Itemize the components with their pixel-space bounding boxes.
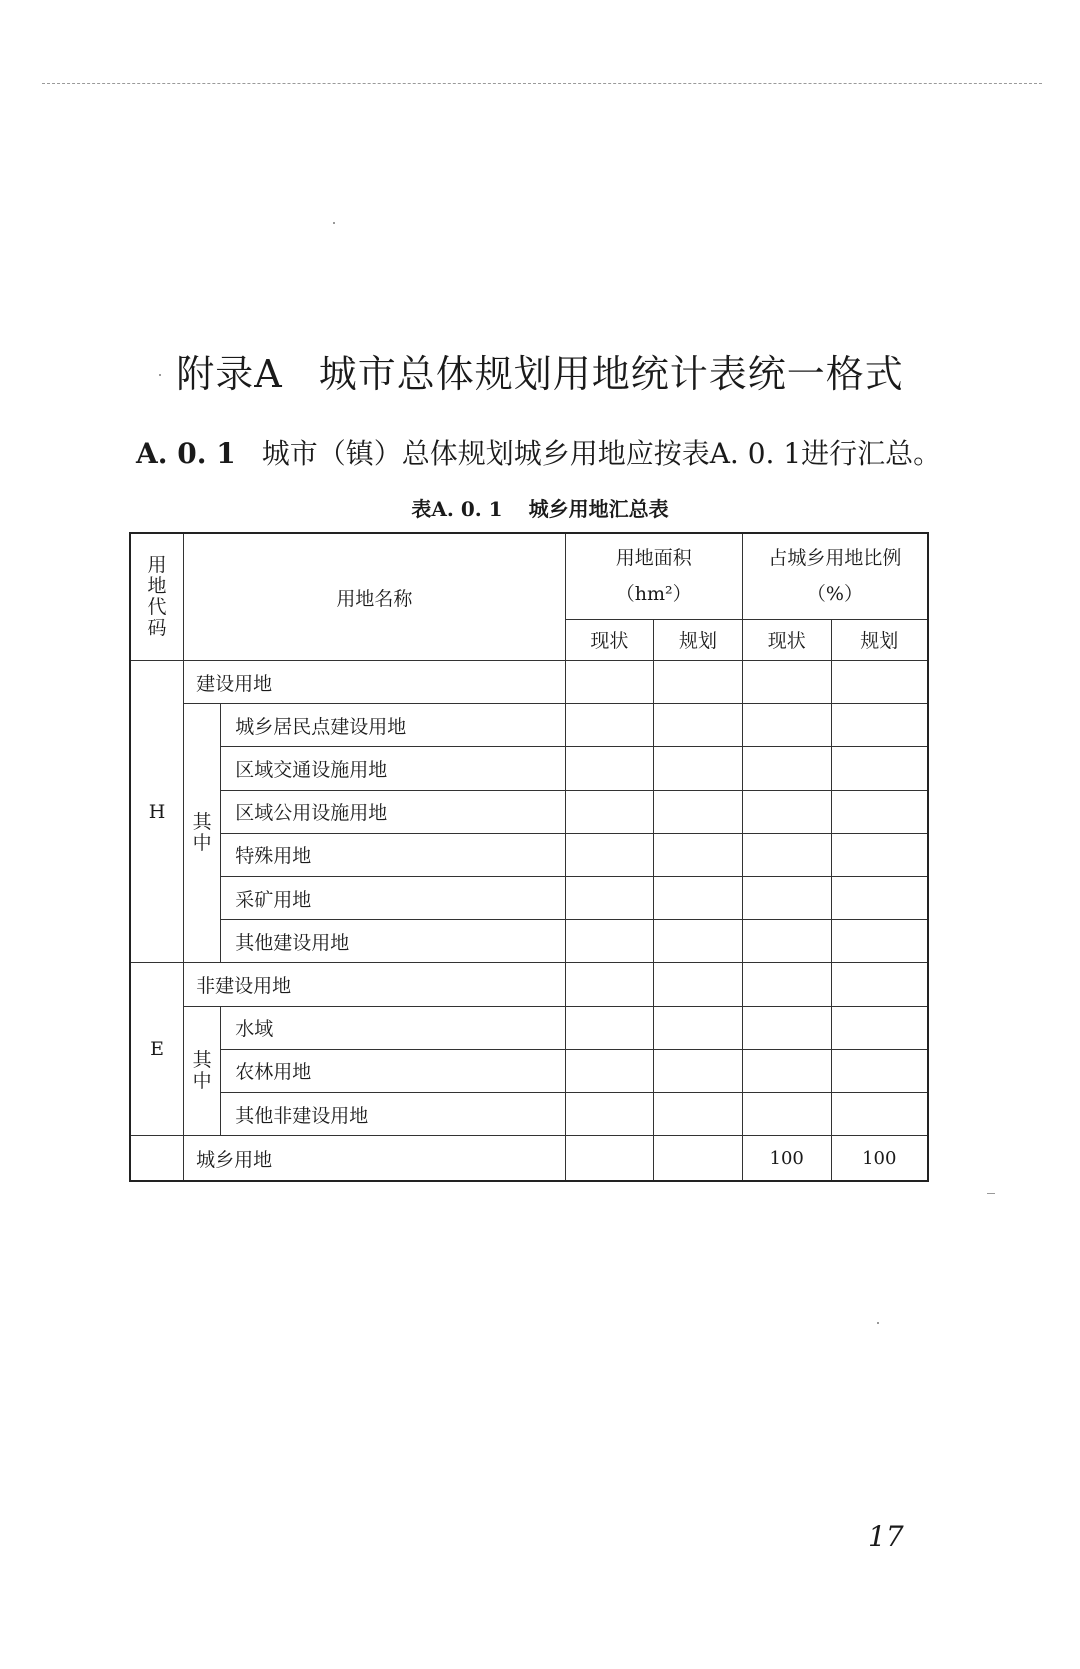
item-name: 农林用地 [221, 1049, 565, 1092]
group-name-construction: 建设用地 [184, 661, 565, 704]
clause-paragraph [136, 432, 941, 472]
item-name: 采矿用地 [221, 876, 565, 919]
item-name: 其他非建设用地 [221, 1092, 565, 1135]
table-row [130, 920, 928, 963]
table-row [130, 833, 928, 876]
table-row-total [130, 1136, 928, 1181]
total-ratio-current: 100 [742, 1136, 831, 1181]
table-row [130, 747, 928, 790]
total-ratio-planned: 100 [831, 1136, 928, 1181]
land-use-summary-table [129, 532, 929, 1182]
table-row [130, 876, 928, 919]
table-row [130, 1092, 928, 1135]
header-ratio-planned: 规划 [831, 619, 928, 660]
item-name: 特殊用地 [221, 833, 565, 876]
group-code-e: E [130, 963, 184, 1136]
sub-label-e: 其 中 [184, 1006, 221, 1136]
page-number: 17 [868, 1520, 904, 1553]
header-land-code: 用 地 代 码 [130, 533, 184, 661]
clause-number: A. 0. 1 [136, 437, 236, 470]
table-caption-title: 城乡用地汇总表 [528, 497, 669, 521]
scan-speck [987, 1193, 995, 1194]
appendix-title [0, 343, 1080, 398]
scan-speck [333, 222, 335, 224]
header-land-area-unit: （hm²） [615, 583, 692, 606]
table-row [130, 1049, 928, 1092]
table-caption [0, 493, 1080, 522]
table-row [130, 1006, 928, 1049]
item-name: 区域交通设施用地 [221, 747, 565, 790]
header-land-ratio [742, 533, 928, 619]
header-area-current: 现状 [565, 619, 654, 660]
item-name: 区域公用设施用地 [221, 790, 565, 833]
header-land-name: 用地名称 [184, 533, 565, 661]
table-row [130, 963, 928, 1006]
header-ratio-current: 现状 [742, 619, 831, 660]
header-area-planned: 规划 [654, 619, 743, 660]
item-name: 水域 [221, 1006, 565, 1049]
header-land-area-label: 用地面积 [615, 547, 692, 570]
table-row [130, 790, 928, 833]
table-row [130, 661, 928, 704]
top-scan-rule [42, 83, 1042, 84]
header-land-ratio-label: 占城乡用地比例 [768, 547, 902, 570]
scan-speck [877, 1322, 879, 1324]
total-name: 城乡用地 [184, 1136, 565, 1181]
group-name-non-construction: 非建设用地 [184, 963, 565, 1006]
item-name: 城乡居民点建设用地 [221, 704, 565, 747]
item-name: 其他建设用地 [221, 920, 565, 963]
clause-text: 城市（镇）总体规划城乡用地应按表A. 0. 1进行汇总。 [261, 437, 942, 470]
appendix-title-text: 城市总体规划用地统计表统一格式 [318, 352, 904, 397]
header-land-area [565, 533, 742, 619]
header-land-ratio-unit: （%） [806, 583, 863, 606]
table-caption-number: 表A. 0. 1 [411, 497, 503, 521]
sub-label-h: 其 中 [184, 704, 221, 963]
appendix-label: 附录A [176, 352, 283, 397]
group-code-h: H [130, 661, 184, 963]
table-row [130, 704, 928, 747]
